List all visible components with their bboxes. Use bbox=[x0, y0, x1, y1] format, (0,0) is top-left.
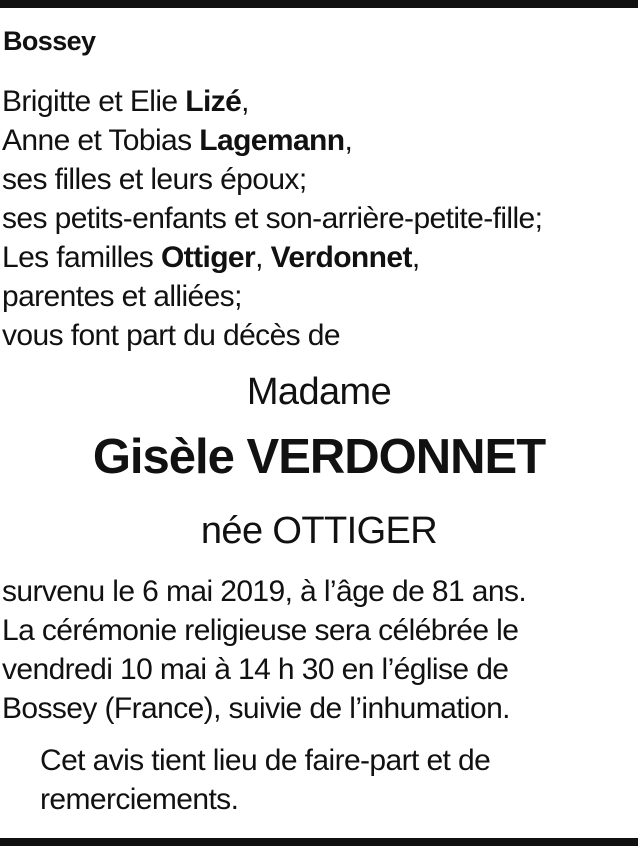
announcement-line: vendredi 10 mai à 14 h 30 en l’église de bbox=[2, 653, 509, 686]
mourner-text: , bbox=[344, 124, 353, 157]
mourner-line bbox=[2, 160, 542, 199]
mourner-text: , bbox=[255, 241, 271, 274]
mourner-line bbox=[2, 82, 542, 121]
mourner-text: , bbox=[241, 85, 249, 118]
mourner-line bbox=[2, 199, 542, 238]
closing-note bbox=[40, 741, 490, 819]
closing-line: Cet avis tient lieu de faire-part et de bbox=[40, 744, 491, 777]
mourners-list bbox=[2, 82, 542, 355]
place-heading: Bossey bbox=[3, 26, 96, 56]
announcement-line: Bossey (France), suivie de l’inhumation. bbox=[2, 692, 510, 725]
mourner-line bbox=[2, 316, 542, 355]
family-name: Verdonnet bbox=[270, 241, 412, 274]
honorific-title: Madame bbox=[246, 371, 392, 413]
family-name: Lagemann bbox=[199, 124, 345, 157]
family-name: Lizé bbox=[185, 85, 242, 118]
announcement-line: survenu le 6 mai 2019, à l’âge de 81 ans. bbox=[2, 575, 527, 608]
mourner-text: ses filles et leurs époux; bbox=[2, 163, 307, 196]
mourner-text: parentes et alliées; bbox=[2, 280, 242, 313]
announcement-line: La cérémonie religieuse sera célébrée le bbox=[2, 614, 519, 647]
family-name: Ottiger bbox=[160, 241, 256, 274]
mourner-text: , bbox=[411, 241, 420, 274]
mourner-text: Brigitte et Elie bbox=[2, 85, 186, 118]
mourner-text: vous font part du décès de bbox=[2, 319, 340, 352]
mourner-text: Anne et Tobias bbox=[2, 124, 200, 157]
mourner-line bbox=[2, 277, 542, 316]
mourner-line bbox=[2, 238, 542, 277]
bottom-rule bbox=[0, 838, 638, 846]
mourner-text: ses petits-enfants et son-arrière-petite-fille; bbox=[2, 202, 543, 235]
maiden-name: née OTTIGER bbox=[200, 510, 438, 552]
announcement-text bbox=[2, 572, 526, 728]
mourner-text: Les familles bbox=[2, 241, 161, 274]
mourner-line bbox=[2, 121, 542, 160]
closing-line: remerciements. bbox=[40, 783, 239, 816]
deceased-name: Gisèle VERDONNET bbox=[92, 430, 546, 484]
